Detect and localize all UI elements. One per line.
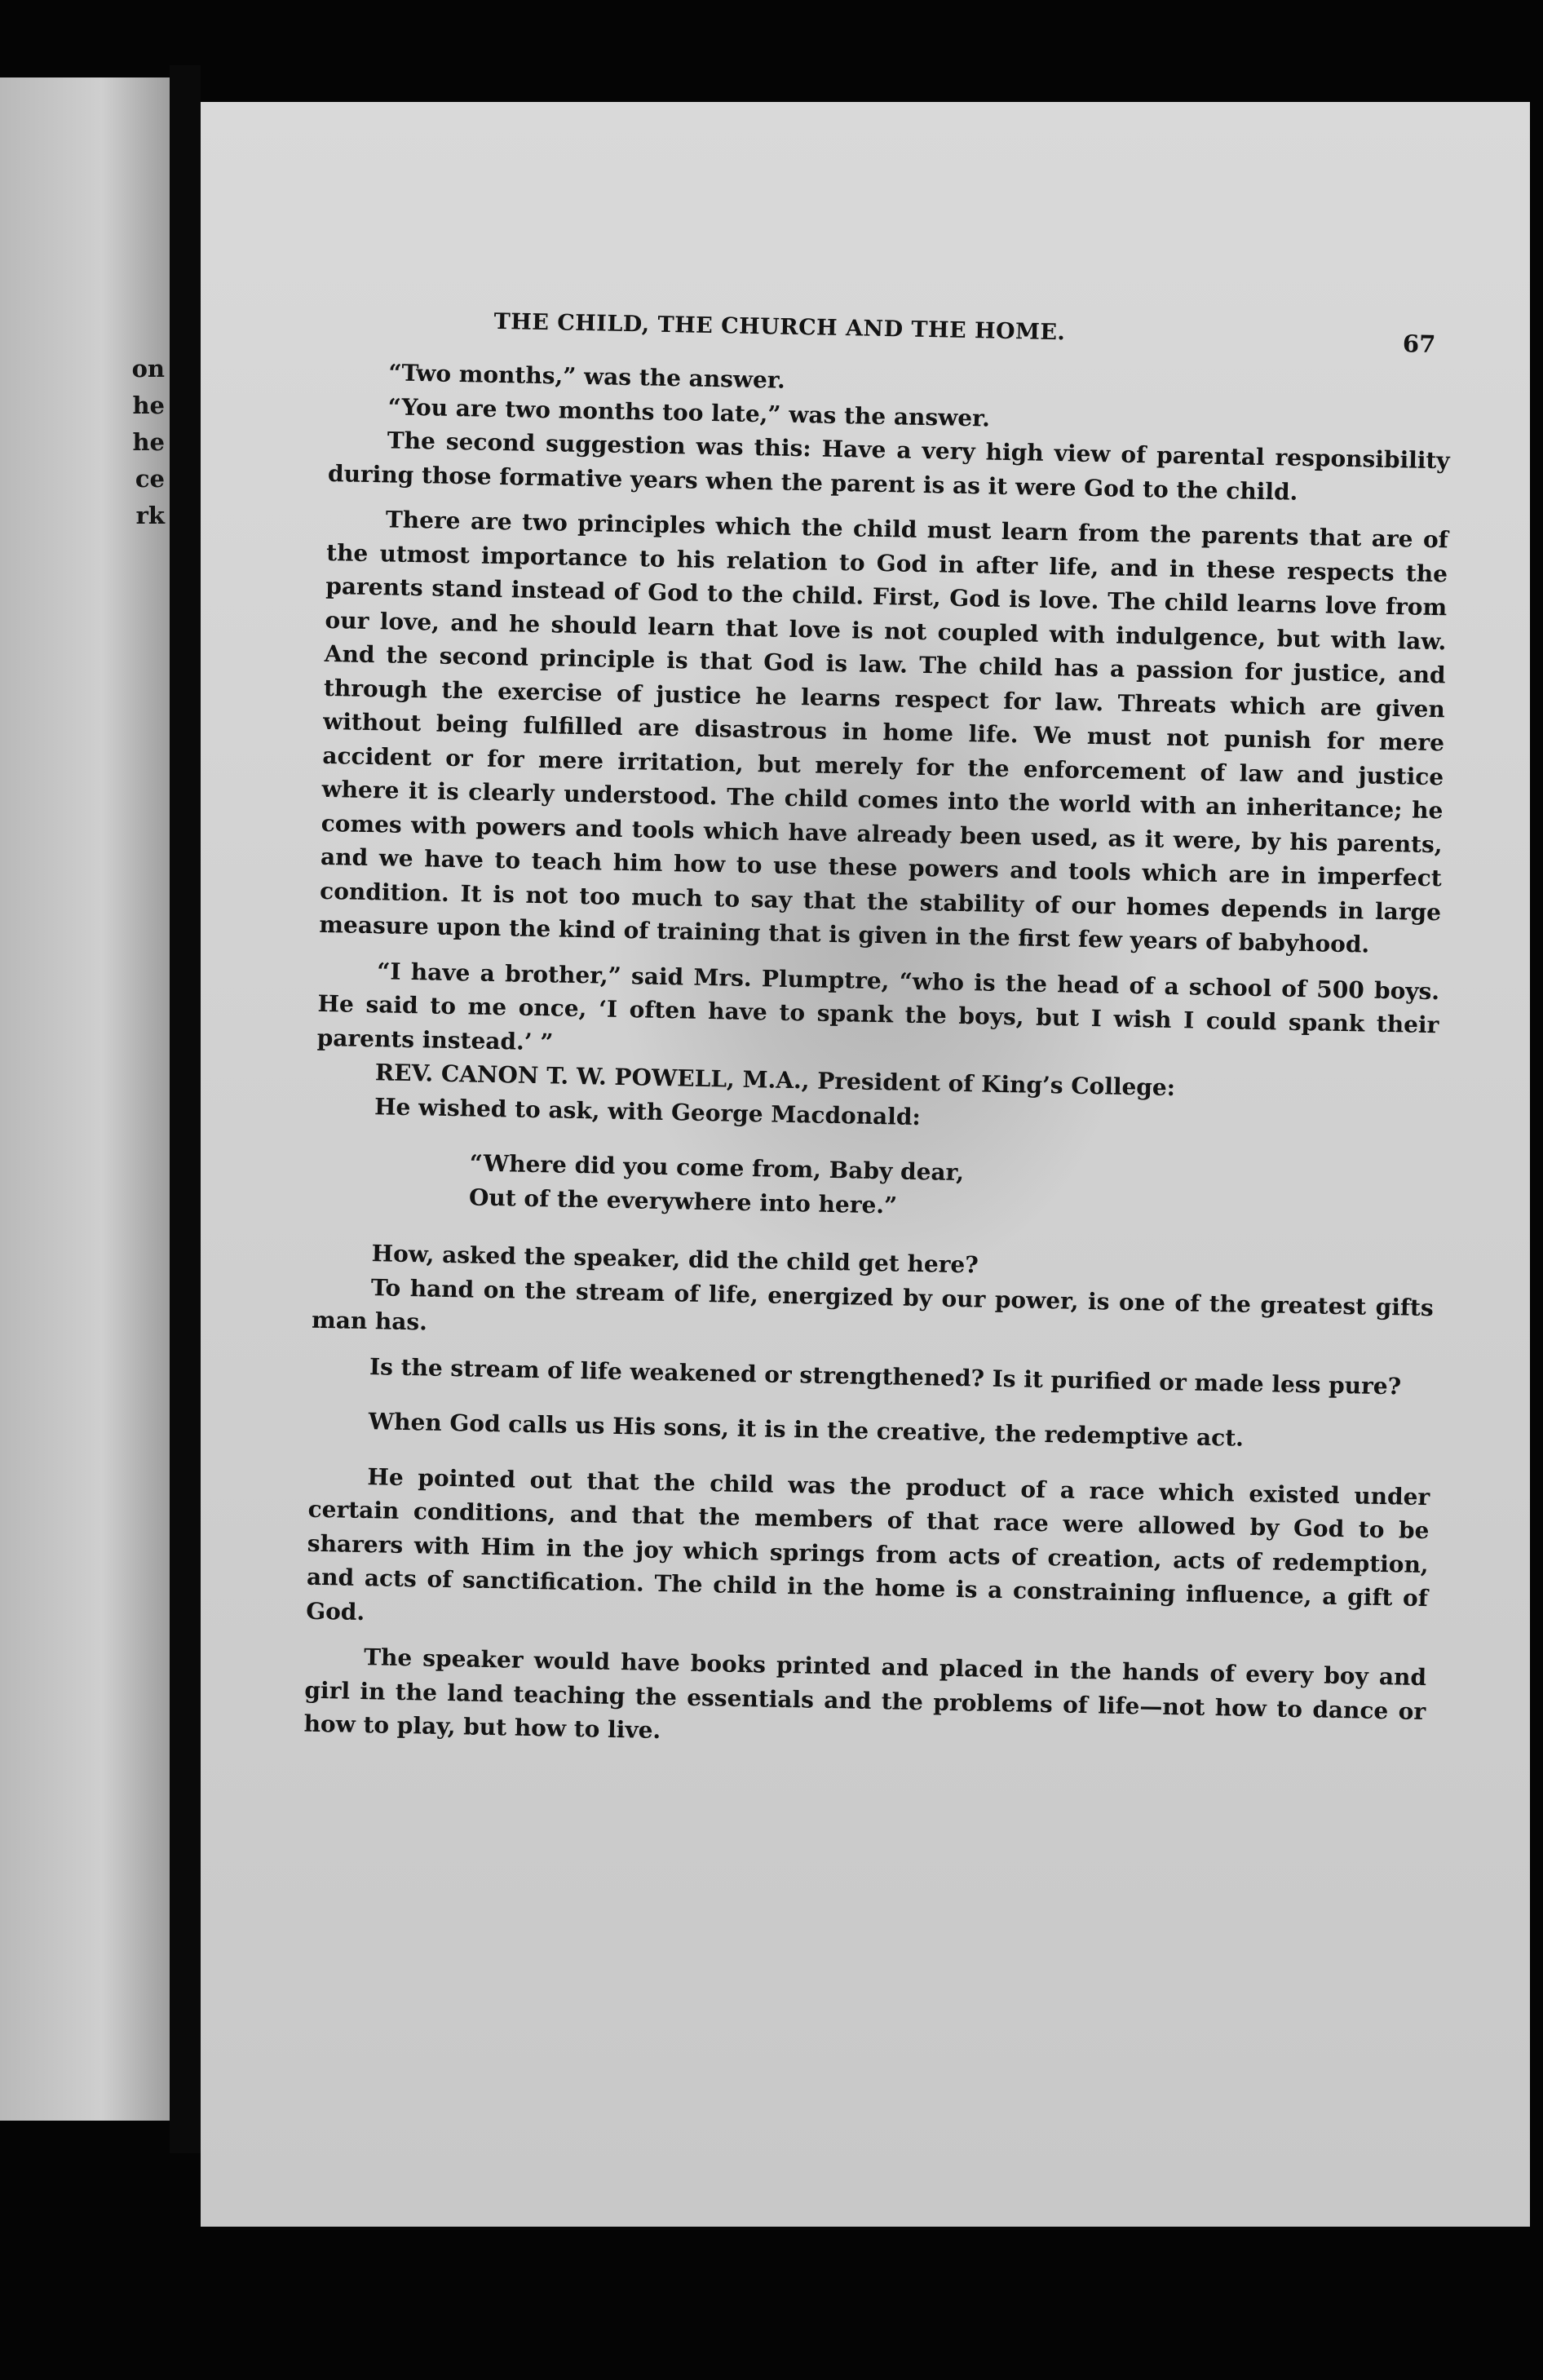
previous-page-edge xyxy=(0,77,170,2121)
page-number: 67 xyxy=(1402,330,1436,359)
fragment-line: he xyxy=(132,428,165,456)
paragraph: Is the stream of life weakened or strengthened? Is it purified or made less pure? xyxy=(369,1352,1402,1400)
paragraph: The speaker would have books printed and placed in the hands of every boy and girl in the land teaching the essentials and the problems of life—not how to dance or how to play, but how to live. xyxy=(303,1643,1427,1745)
paragraph: To hand on the stream of life, energized by our power, is one of the greatest gifts man has. xyxy=(311,1273,1434,1336)
previous-page-text-fragments xyxy=(132,351,165,534)
paragraph: “I have a brother,” said Mrs. Plumptre, “who is the head of a school of 500 boys. He said to me once, ‘I often have to spank the boys, but I wish I could spank their parents instead.’ ” xyxy=(316,957,1440,1055)
book-page xyxy=(201,102,1530,2227)
page-content xyxy=(303,306,1452,1763)
fragment-line: he xyxy=(132,392,165,419)
poem-line: “Where did you come from, Baby dear, xyxy=(469,1149,965,1187)
paragraph: How, asked the speaker, did the child get here? xyxy=(371,1240,979,1279)
book-spine-gutter xyxy=(170,65,201,2153)
paragraph: “Two months,” was the answer. xyxy=(388,359,786,394)
body-text xyxy=(303,355,1451,1763)
fragment-line: rk xyxy=(135,502,165,529)
poem-quote xyxy=(469,1146,1436,1232)
paragraph: The second suggestion was this: Have a very high view of parental responsibility during those formative years when the parent is as it were God to the child. xyxy=(327,427,1450,506)
running-head: THE CHILD, THE CHURCH AND THE HOME. xyxy=(493,308,1066,346)
paragraph: There are two principles which the child must learn from the parents that are of the utmost importance to his relation to God in after life, and in these respects the parents stand instead of God to the child. First, God is love. The child learns love from our love, and he should learn that love is not coupled with indulgence, but with law. And the second principle is that God is law. The child has a passion for justice, and through the exercise of justice he learns respect for law. Threats which are given without being fulfilled are disastrous in home life. We must not punish for mere accident or for mere irritation, but merely for the enforcement of law and justice where it is clearly understood. The child comes into the world with an inheritance; he comes with powers and tools which have already been used, as it were, by his parents, and we have to teach him how to use these powers and tools which are in imperfect condition. It is not too much to say that the stability of our homes depends in large measure upon the kind of training that is given in the first few years of babyhood. xyxy=(319,506,1449,958)
paragraph: “You are two months too late,” was the answer. xyxy=(387,392,991,432)
speaker-heading: REV. CANON T. W. POWELL, M.A., President of King’s College: xyxy=(374,1059,1176,1102)
fragment-line: on xyxy=(131,355,165,383)
poem-line: Out of the everywhere into here.” xyxy=(468,1183,898,1219)
paragraph: He pointed out that the child was the product of a race which existed under certain conditions, and that the members of that race were allowed by God to be sharers with Him in the joy which springs from acts of creation, acts of redemption, and acts of sanctification. The child in the home is a constraining influence, a gift of God. xyxy=(305,1462,1430,1626)
paragraph: When God calls us His sons, it is in the creative, the redemptive act. xyxy=(368,1408,1245,1452)
fragment-line: ce xyxy=(135,465,165,493)
paragraph: He wished to ask, with George Macdonald: xyxy=(374,1092,922,1130)
